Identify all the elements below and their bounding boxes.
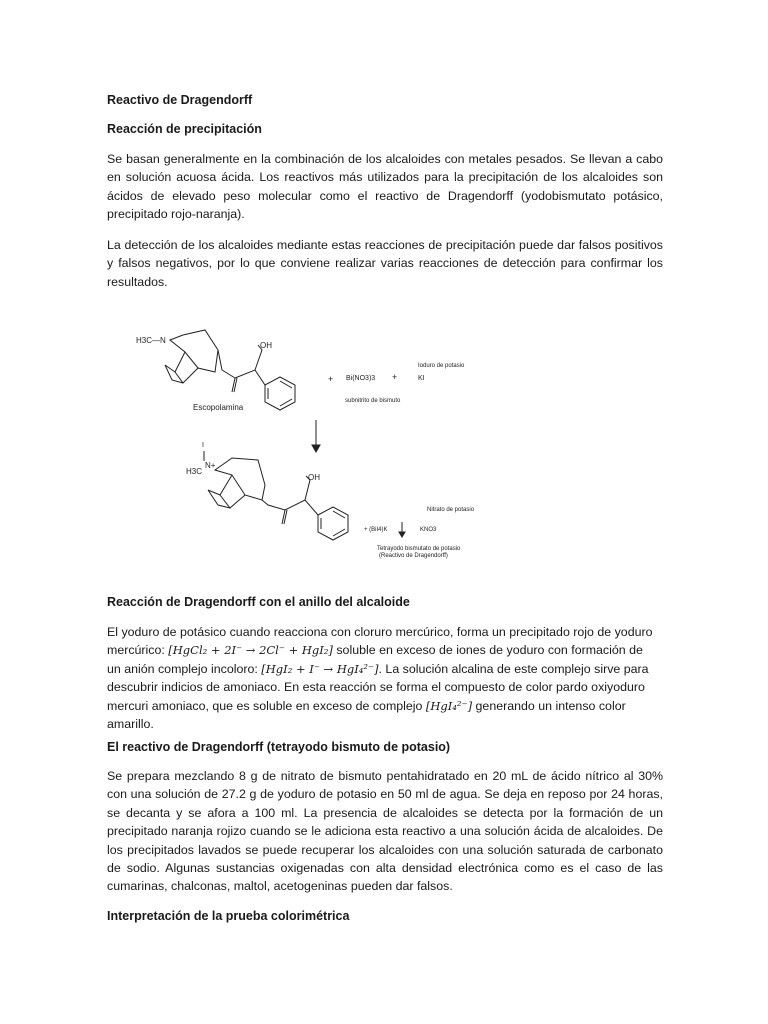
ch3n-label: H3C—N [136,336,166,345]
h3c-label: H3C [186,467,203,476]
iodide-label: I [202,442,204,449]
anillo-line-6: amarillo. [107,717,154,732]
anillo-line-2b: soluble en exceso de iones de yoduro con formación de [332,643,643,658]
anillo-line-2 [107,641,663,659]
anillo-line-3a: un anión complejo incoloro: [107,661,262,676]
subnitrito-label: subnitrito de bismuto [345,398,401,404]
yoduro-label: Ioduro de potasio [418,363,465,369]
escopolamina-label: Escopolamina [193,403,244,412]
document-title: Reactivo de Dragendorff [107,93,253,107]
plus-sign-2: + [392,372,398,382]
paragraph-precipitacion-1: Se basan generalmente en la combinación de los alcaloides con metales pesados. Se llevan a cabo en solución acuosa ácida. Los reactivos más utilizados para la precipitación de los alcaloides son ácidos de elevado peso molecular como el reactivo de Dragendorff (yodobismutato potásico, precipitado rojo-naranja). [107,152,663,222]
n-plus-label: N+ [205,461,216,470]
plus-sign-1: + [328,374,334,384]
oh-label-top: OH [260,341,272,350]
bii4k-label: + (BiI4)K [364,527,388,533]
anillo-line-2a: mercúrico: [107,643,169,658]
section-heading-anillo: Reacción de Dragendorff con el anillo del alcaloide [107,595,410,609]
anillo-line-5 [107,697,663,715]
section-heading-interpretacion: Interpretación de la prueba colorimétrica [107,909,350,923]
anillo-line-5a: mercuri amoniaco, que es soluble en exceso de complejo [107,698,426,713]
tetrayodo-label: Tetrayodo bismutato de potasio [377,546,461,552]
product-structure [204,451,348,540]
equation-hgcl2: [HgCl₂ + 2I⁻ → 2Cl⁻ + HgI₂] [168,643,333,658]
reaction-arrow [312,420,320,452]
anillo-line-1: El yoduro de potásico cuando reacciona con cloruro mercúrico, forma un precipitado rojo de yoduro [107,625,653,639]
paragraph-reactivo: Se prepara mezclando 8 g de nitrato de bismuto pentahidratado en 20 mL de ácido nítrico al 30% con una solución de 27.2 g de yoduro de potasio en 50 ml de agua. Se deja en reposo por 24 horas, se decanta y se afora a 100 ml. La presencia de alcaloides se detecta por la formación de un precipitado naranja rojizo cuando se le adiciona esta reactivo a una solución ácida de alcaloides. De los precipitados lavados se puede recuperar los alcaloides con una solución saturada de carbonato de sodio. Algunas sustancias oxigenadas con alta densidad electrónica como es el caso de las cumarinas, chalconas, maltol, acetogeninas pueden dar falsos. [107,769,663,894]
reactivo-dragendorff-label: (Reactivo de Dragendorff) [379,553,448,559]
ki-label: KI [418,375,425,382]
section-heading-reactivo: El reactivo de Dragendorff (tetrayodo bismuto de potasio) [107,740,451,754]
paragraph-precipitacion-2: La detección de los alcaloides mediante estas reacciones de precipitación puede dar falsos positivos y falsos negativos, por lo que conviene realizar varias reacciones de detección para confirmar los resultados. [107,238,663,289]
bi-reagent-label: Bi(NO3)3 [346,375,376,382]
scopolamine-structure [165,330,295,410]
anillo-line-3 [107,660,663,678]
equation-hgi2: [HgI₂ + I⁻ → HgI₄²⁻] [261,661,379,676]
anillo-line-4: descubrir indicios de amoniaco. En esta reacción se forma el compuesto de color pardo oxiyoduro [107,680,645,695]
equation-hgi4: [HgI₄²⁻] [425,698,473,713]
paragraph-anillo [107,623,663,733]
anillo-line-3b: . La solución alcalina de este complejo sirve para [378,661,649,676]
precipitate-arrow [399,522,405,537]
section-heading-precipitacion: Reacción de precipitación [107,122,262,136]
kno3-label: KNO3 [420,527,437,533]
oh-label-bottom: OH [308,473,320,482]
nitrato-label: Nitrato de potasio [427,507,475,513]
anillo-line-5b: generando un intenso color [472,698,626,713]
